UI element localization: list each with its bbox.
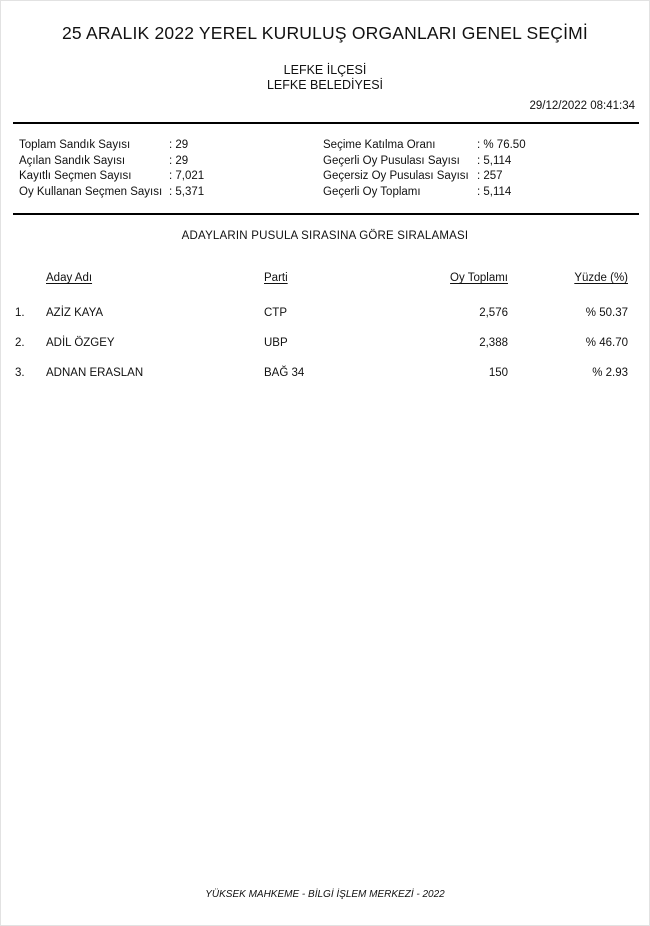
stat-opened-ballot-boxes xyxy=(19,154,323,170)
header-divider xyxy=(13,122,639,124)
header-party: Parti xyxy=(264,272,288,284)
stat-value: : % 76.50 xyxy=(477,139,526,151)
candidate-percent: % 2.93 xyxy=(592,367,628,379)
candidate-percent: % 50.37 xyxy=(585,307,628,319)
stat-turnout-rate xyxy=(323,138,639,154)
candidate-party: BAĞ 34 xyxy=(264,367,305,379)
candidate-votes: 2,388 xyxy=(479,337,508,349)
candidate-name: AZİZ KAYA xyxy=(46,307,104,319)
header-percent: Yüzde (%) xyxy=(574,272,628,284)
candidate-party: CTP xyxy=(264,307,287,319)
stat-label: Oy Kullanan Seçmen Sayısı xyxy=(19,186,163,199)
candidate-rank: 3. xyxy=(15,367,25,379)
stat-value: : 5,114 xyxy=(477,154,512,167)
summary-stats xyxy=(19,138,639,201)
stat-label: Kayıtlı Seçmen Sayısı xyxy=(19,170,132,183)
district-name: LEFKE İLÇESİ xyxy=(283,63,367,77)
stat-registered-voters xyxy=(19,169,323,185)
table-row xyxy=(15,367,628,397)
stat-value: : 5,371 xyxy=(169,186,205,199)
stat-label: Geçersiz Oy Pusulası Sayısı xyxy=(323,170,469,183)
stat-label: Açılan Sandık Sayısı xyxy=(19,154,126,167)
header-vote-total: Oy Toplamı xyxy=(450,272,508,284)
section-title: ADAYLARIN PUSULA SIRASINA GÖRE SIRALAMASI xyxy=(181,230,469,242)
stat-value: : 29 xyxy=(169,139,189,151)
candidate-rank: 1. xyxy=(15,307,25,319)
stat-valid-ballots xyxy=(323,154,639,170)
candidates-table-header xyxy=(15,272,628,284)
stat-label: Seçime Katılma Oranı xyxy=(323,139,436,151)
candidate-percent: % 46.70 xyxy=(585,337,628,349)
candidate-votes: 2,576 xyxy=(479,307,508,319)
stat-value: : 7,021 xyxy=(169,170,205,183)
stat-voters-who-voted xyxy=(19,185,323,201)
report-timestamp: 29/12/2022 08:41:34 xyxy=(529,100,635,112)
stat-value: : 5,114 xyxy=(477,186,512,199)
stat-label: Geçerli Oy Toplamı xyxy=(323,186,421,199)
municipality-name: LEFKE BELEDİYESİ xyxy=(266,78,384,92)
stat-label: Toplam Sandık Sayısı xyxy=(19,139,131,151)
summary-stats-left-column xyxy=(19,138,323,201)
candidates-table xyxy=(15,272,628,397)
footer-credit: YÜKSEK MAHKEME - BİLGİ İŞLEM MERKEZİ - 2022 xyxy=(205,889,445,900)
stat-value: : 257 xyxy=(477,170,503,183)
stat-label: Geçerli Oy Pusulası Sayısı xyxy=(323,154,460,167)
header-candidate-name: Aday Adı xyxy=(46,272,93,284)
page-title: 25 ARALIK 2022 YEREL KURULUŞ ORGANLARI GENEL SEÇİMİ xyxy=(61,23,588,43)
table-row xyxy=(15,337,628,367)
candidate-name: ADİL ÖZGEY xyxy=(46,337,115,349)
candidate-party: UBP xyxy=(264,337,288,349)
stat-valid-votes-total xyxy=(323,185,639,201)
candidate-name: ADNAN ERASLAN xyxy=(46,367,144,379)
stat-invalid-ballots xyxy=(323,169,639,185)
candidate-votes: 150 xyxy=(488,367,508,379)
candidate-rank: 2. xyxy=(15,337,25,349)
summary-stats-right-column xyxy=(323,138,639,201)
table-row xyxy=(15,307,628,337)
stat-total-ballot-boxes xyxy=(19,138,323,154)
stats-divider xyxy=(13,213,639,215)
stat-value: : 29 xyxy=(169,154,189,167)
